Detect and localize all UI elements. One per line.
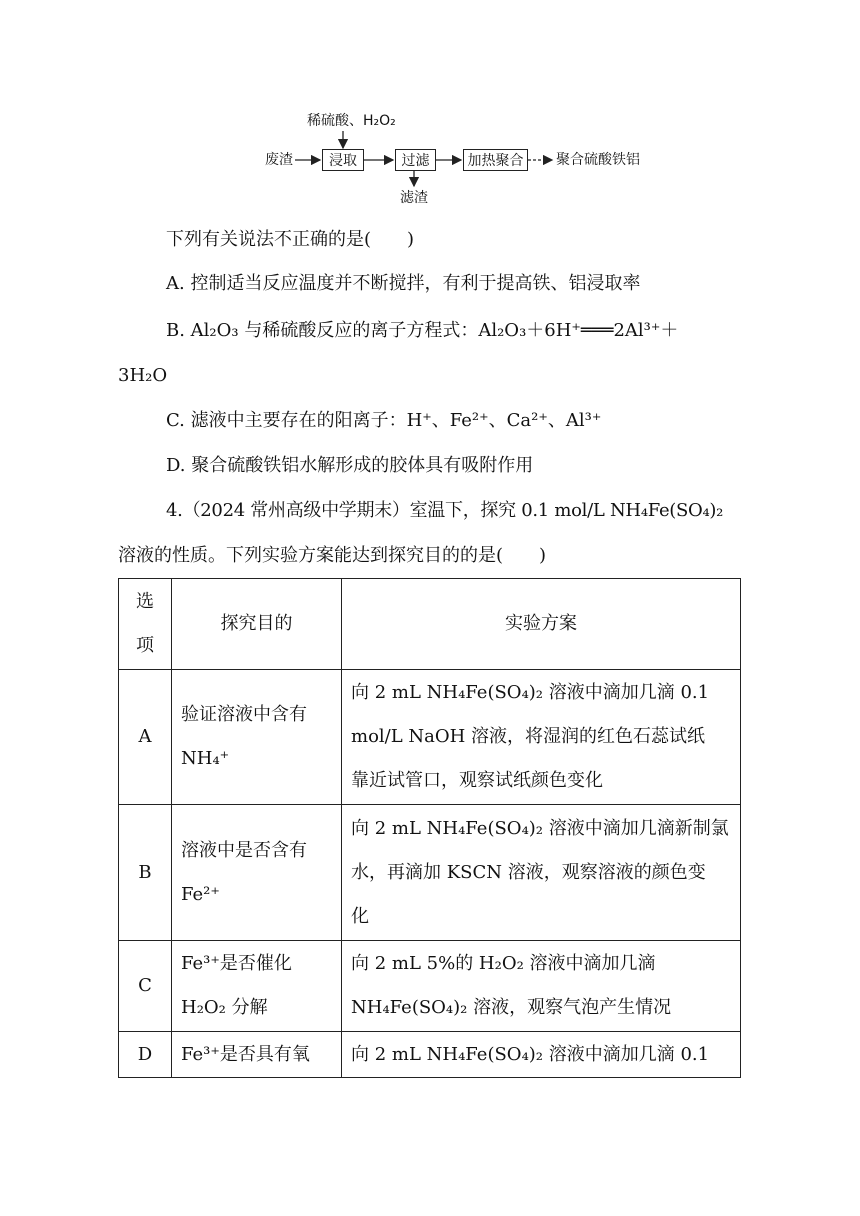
q4-stem-line2: 溶液的性质。下列实验方案能达到探究目的的是( ) <box>118 545 547 566</box>
table-header-row <box>119 579 741 670</box>
step-filter-box: 过滤 <box>395 149 436 171</box>
table-row <box>119 1032 741 1078</box>
row-option: A <box>119 670 172 805</box>
row-option: D <box>119 1032 172 1078</box>
row-plan: 向 2 mL 5%的 H₂O₂ 溶液中滴加几滴 NH₄Fe(SO₄)₂ 溶液，观察气泡产生情况 <box>342 941 741 1032</box>
reagent-label: 稀硫酸、H₂O₂ <box>307 113 396 129</box>
row-plan: 向 2 mL NH₄Fe(SO₄)₂ 溶液中滴加几滴 0.1 mol/L NaOH 溶液，将湿润的红色石蕊试纸 靠近试管口，观察试纸颜色变化 <box>342 670 741 805</box>
row-option: C <box>119 941 172 1032</box>
table-row <box>119 805 741 941</box>
flowchart-arrows <box>0 0 860 215</box>
table-row <box>119 670 741 805</box>
experiment-table <box>118 578 741 1078</box>
row-plan: 向 2 mL NH₄Fe(SO₄)₂ 溶液中滴加几滴新制氯 水，再滴加 KSCN 溶液，观察溶液的颜色变 化 <box>342 805 741 941</box>
q3-option-b-line1: B. Al₂O₃ 与稀硫酸反应的离子方程式：Al₂O₃＋6H⁺═══2Al³⁺＋ <box>166 320 679 341</box>
table-row <box>119 941 741 1032</box>
step-leaching-box: 浸取 <box>322 149 364 171</box>
output-label: 聚合硫酸铁铝 <box>556 152 640 168</box>
row-option: B <box>119 805 172 941</box>
q3-stem: 下列有关说法不正确的是( ) <box>166 229 415 250</box>
q3-option-b-line2: 3H₂O <box>118 365 168 386</box>
row-purpose: Fe³⁺是否具有氧 <box>172 1032 342 1078</box>
step-heat-polymerize-box: 加热聚合 <box>463 149 528 171</box>
q3-option-c: C. 滤液中主要存在的阳离子：H⁺、Fe²⁺、Ca²⁺、Al³⁺ <box>166 410 602 431</box>
header-purpose: 探究目的 <box>172 579 342 670</box>
row-purpose: 溶液中是否含有 Fe²⁺ <box>172 805 342 941</box>
residue-label: 滤渣 <box>400 190 428 206</box>
q4-stem-line1: 4.（2024 常州高级中学期末）室温下，探究 0.1 mol/L NH₄Fe(SO₄)₂ <box>166 500 724 521</box>
row-purpose: 验证溶液中含有 NH₄⁺ <box>172 670 342 805</box>
header-option: 选 项 <box>119 579 172 670</box>
row-plan: 向 2 mL NH₄Fe(SO₄)₂ 溶液中滴加几滴 0.1 <box>342 1032 741 1078</box>
q3-option-a: A. 控制适当反应温度并不断搅拌，有利于提高铁、铝浸取率 <box>166 273 641 294</box>
q3-option-d: D. 聚合硫酸铁铝水解形成的胶体具有吸附作用 <box>166 455 534 476</box>
header-plan: 实验方案 <box>342 579 741 670</box>
process-flowchart <box>0 0 860 215</box>
row-purpose: Fe³⁺是否催化 H₂O₂ 分解 <box>172 941 342 1032</box>
input-label: 废渣 <box>265 152 293 168</box>
